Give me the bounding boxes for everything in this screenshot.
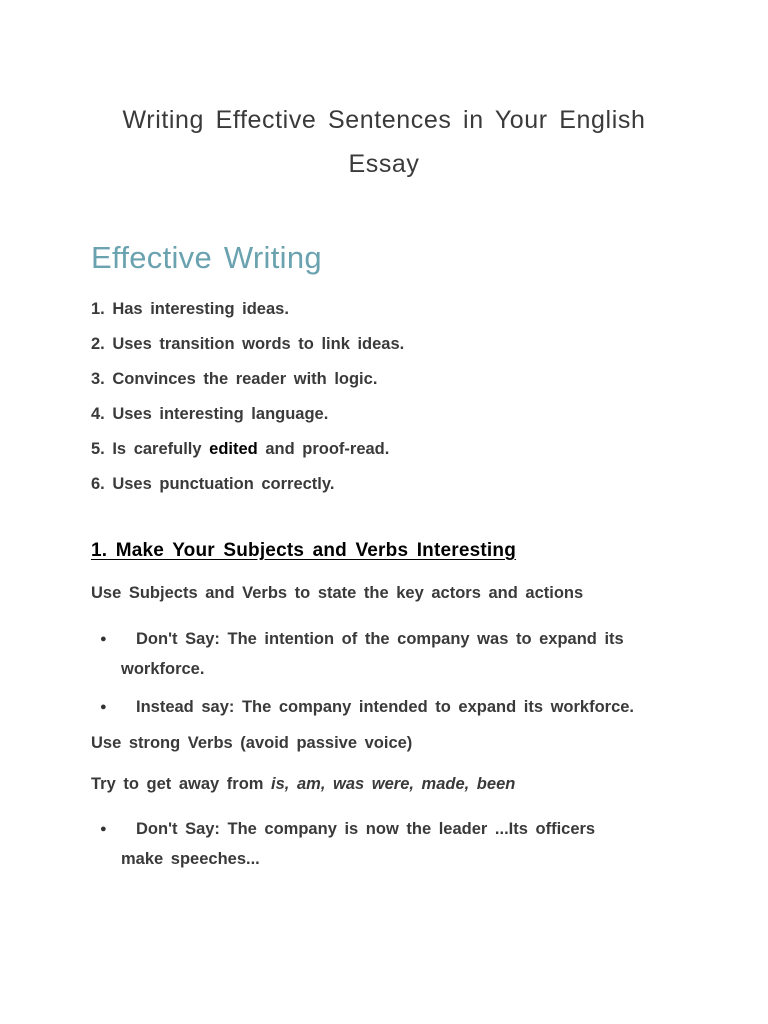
emphasized-word: edited bbox=[209, 440, 258, 458]
paragraph-subjects-verbs: Use Subjects and Verbs to state the key actors and actions bbox=[91, 584, 584, 602]
bullet-text-line2: workforce. bbox=[121, 660, 205, 678]
paragraph-strong-verbs: Use strong Verbs (avoid passive voice) bbox=[91, 734, 413, 752]
document-title-line2: Essay bbox=[348, 150, 420, 178]
list-item bbox=[91, 438, 404, 473]
bullet-item bbox=[100, 624, 680, 684]
paragraph-text: Try to get away from bbox=[91, 775, 272, 793]
bullet-text-line1: Instead say: The company intended to expand its workforce. bbox=[136, 698, 635, 716]
section-heading: Effective Writing bbox=[91, 240, 322, 275]
bullet-icon: ● bbox=[100, 823, 107, 835]
list-item: 4. Uses interesting language. bbox=[91, 405, 329, 423]
list-item-text: and proof-read. bbox=[257, 440, 390, 458]
document-title bbox=[100, 98, 668, 186]
bullet-icon: ● bbox=[100, 633, 107, 645]
list-item-text: 5. Is carefully bbox=[91, 440, 210, 458]
list-item: 1. Has interesting ideas. bbox=[91, 300, 289, 318]
list-item: 3. Convinces the reader with logic. bbox=[91, 370, 378, 388]
bullet-text-line2: make speeches... bbox=[121, 850, 260, 868]
bullet-item bbox=[100, 814, 680, 874]
paragraph-get-away bbox=[91, 775, 515, 794]
list-item: 6. Uses punctuation correctly. bbox=[91, 475, 335, 493]
bullet-icon: ● bbox=[100, 701, 107, 713]
bullet-text-line1: Don't Say: The intention of the company was to expand its bbox=[136, 630, 624, 648]
subheading: 1. Make Your Subjects and Verbs Interesting bbox=[91, 540, 517, 561]
list-item: 2. Uses transition words to link ideas. bbox=[91, 335, 405, 353]
italic-verbs: is, am, was were, made, been bbox=[271, 775, 516, 793]
bullet-item bbox=[100, 692, 680, 722]
document-title-line1: Writing Effective Sentences in Your English bbox=[122, 106, 646, 134]
bullet-text-line1: Don't Say: The company is now the leader ...Its officers bbox=[136, 820, 596, 838]
effective-writing-list bbox=[91, 298, 404, 508]
